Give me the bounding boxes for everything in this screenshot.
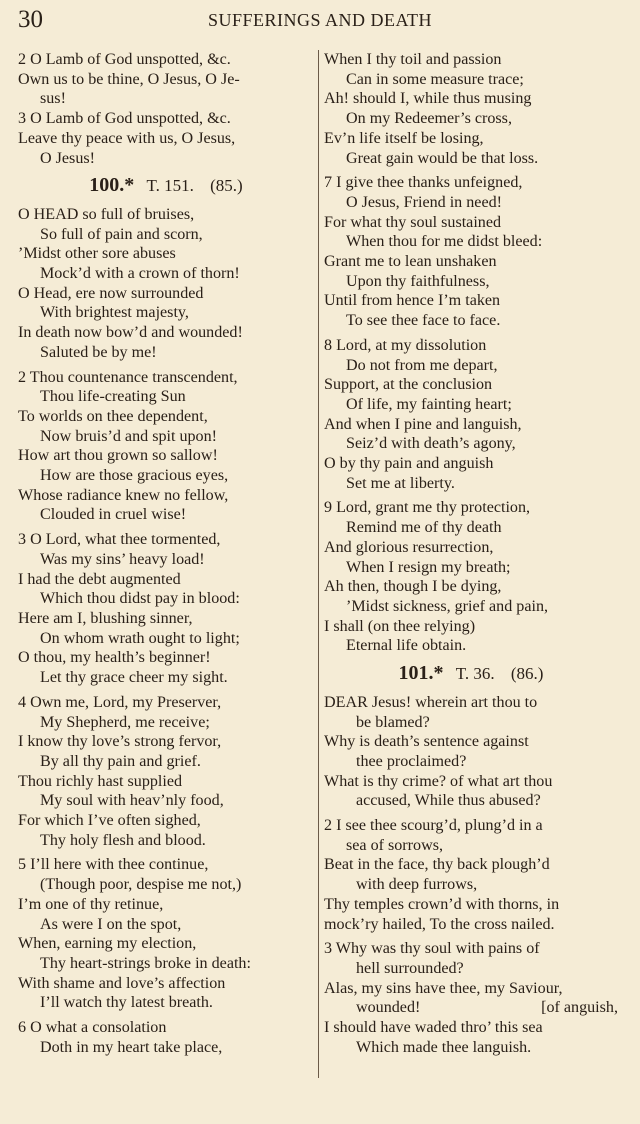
page-number: 30: [18, 6, 43, 33]
verse-line: Thou life-creating Sun: [40, 388, 186, 406]
verse-line-continuation: [of anguish,: [541, 999, 618, 1017]
verse-line: I’ll watch thy latest breath.: [40, 994, 213, 1012]
verse-line: Why is death’s sentence against: [324, 733, 529, 751]
verse-line: 3 O Lamb of God unspotted, &c.: [18, 110, 231, 128]
hymn-100-stanza-3: [18, 530, 314, 688]
verse-line: Ah then, though I be dying,: [324, 578, 502, 596]
verse-line: ’Midst other sore abuses: [18, 245, 176, 263]
column-divider: [318, 50, 319, 1078]
verse-line: And when I pine and languish,: [324, 415, 522, 433]
verse-line: sus!: [40, 90, 66, 108]
verse-line: Thy heart-strings broke in death:: [40, 954, 251, 972]
verse-line: For what thy soul sustained: [324, 213, 502, 231]
verse-line: Which thou didst pay in blood:: [40, 590, 240, 608]
verse-line: Do not from me depart,: [346, 356, 498, 374]
verse-line: 9 Lord, grant me thy protection,: [324, 499, 531, 517]
verse-line: 2 O Lamb of God unspotted, &c.: [18, 51, 231, 68]
verse-line: Eternal life obtain.: [346, 637, 467, 655]
verse-line: Seiz’d with death’s agony,: [346, 435, 516, 453]
verse-line: I should have waded thro’ this sea: [324, 1019, 543, 1037]
verse-line: Own us to be thine, O Jesus, O Je-: [18, 70, 240, 88]
verse-line: With brightest majesty,: [40, 304, 189, 322]
hymn-heading-100: [18, 176, 314, 196]
continuation-stanzas: [18, 50, 314, 168]
verse-line: So full of pain and scorn,: [40, 225, 203, 243]
verse-line: Thy temples crown’d with thorns, in: [324, 895, 560, 913]
verse-line: My Shepherd, me receive;: [40, 713, 210, 731]
verse-line: Thy holy flesh and blood.: [40, 831, 206, 849]
verse-line: As were I on the spot,: [40, 915, 182, 933]
verse-line: with deep furrows,: [356, 876, 478, 894]
tune-reference: T. 36.: [455, 664, 495, 684]
verse-line: Doth in my heart take place,: [40, 1038, 223, 1056]
hymn-101-stanza-2: [324, 816, 618, 934]
hymn-100-stanza-1: [18, 205, 314, 363]
verse-line: 2 I see thee scourg’d, plung’d in a: [324, 817, 543, 835]
verse-line: Set me at liberty.: [346, 474, 455, 492]
hymn-number: 101.*: [398, 662, 444, 685]
verse-line: 7 I give thee thanks unfeigned,: [324, 174, 523, 192]
verse-line: 6 O what a consolation: [18, 1019, 167, 1037]
hymn-100-stanza-4: [18, 693, 314, 851]
verse-line: Ev’n life itself be losing,: [324, 129, 484, 147]
verse-line: Clouded in cruel wise!: [40, 506, 187, 524]
page-header: [14, 6, 626, 36]
verse-line: I’m one of thy retinue,: [18, 895, 164, 913]
hymn-100-stanza-5: [18, 855, 314, 1013]
right-column: [324, 50, 618, 1057]
running-title: SUFFERINGS AND DEATH: [207, 10, 433, 30]
verse-line: For which I’ve often sighed,: [18, 812, 201, 830]
verse-line: Now bruis’d and spit upon!: [40, 427, 218, 445]
verse-line: I had the debt augmented: [18, 570, 181, 588]
verse-line: Which made thee languish.: [356, 1038, 532, 1056]
verse-line: 3 O Lord, what thee tormented,: [18, 531, 221, 549]
verse-line: Beat in the face, thy back plough’d: [324, 856, 550, 874]
hymn-100-stanza-9: [324, 498, 618, 656]
verse-line: O Head, ere now surrounded: [18, 284, 204, 302]
hymn-100-stanza-7: [324, 173, 618, 331]
tune-reference: T. 151.: [146, 176, 194, 196]
verse-line: Remind me of thy death: [346, 519, 502, 537]
verse-line: Saluted be by me!: [40, 343, 157, 361]
verse-line: thee proclaimed?: [356, 752, 467, 770]
hymn-number: 100.*: [89, 174, 135, 197]
verse-line: Thou richly hast supplied: [18, 772, 183, 790]
verse-line: Upon thy faithfulness,: [346, 272, 490, 290]
verse-line: 2 Thou countenance transcendent,: [18, 368, 238, 386]
verse-line: When thou for me didst bleed:: [346, 233, 543, 251]
verse-line: 5 I’ll here with thee continue,: [18, 856, 209, 874]
verse-line: Great gain would be that loss.: [346, 149, 539, 167]
verse-line: hell surrounded?: [356, 959, 464, 977]
verse-line-split: [324, 998, 618, 1018]
verse-line: Until from hence I’m taken: [324, 292, 501, 310]
verse-line: In death now bow’d and wounded!: [18, 324, 243, 342]
verse-line: 4 Own me, Lord, my Preserver,: [18, 693, 222, 711]
verse-line: sea of sorrows,: [346, 836, 443, 854]
verse-line: What is thy crime? of what art thou: [324, 772, 553, 790]
verse-line: On whom wrath ought to light;: [40, 629, 240, 647]
verse-line: When I resign my breath;: [346, 558, 511, 576]
hymn-101-stanza-3: [324, 939, 618, 1057]
verse-line: Whose radiance knew no fellow,: [18, 486, 229, 504]
verse-line: Leave thy peace with us, O Jesus,: [18, 129, 236, 147]
hymn-heading-101: [324, 664, 618, 684]
verse-line: To worlds on thee dependent,: [18, 407, 208, 425]
hymn-100-stanza-6-cont: [324, 50, 618, 168]
verse-line: Can in some measure trace;: [346, 70, 524, 88]
verse-line: Alas, my sins have thee, my Saviour,: [324, 979, 563, 997]
verse-line: 3 Why was thy soul with pains of: [324, 940, 540, 958]
verse-line: Support, at the conclusion: [324, 376, 493, 394]
verse-line: O Jesus, Friend in need!: [346, 193, 502, 211]
verse-line: When, earning my election,: [18, 935, 197, 953]
hymn-100-stanza-6: [18, 1018, 314, 1057]
hymn-100-stanza-8: [324, 336, 618, 494]
alt-reference: (86.): [510, 664, 544, 684]
verse-line: (Though poor, despise me not,): [40, 876, 242, 894]
hymn-101-stanza-1: [324, 693, 618, 811]
verse-line: mock’ry hailed, To the cross nailed.: [324, 915, 555, 933]
verse-line: Grant me to lean unshaken: [324, 253, 497, 271]
verse-line: DEAR Jesus! wherein art thou to: [324, 693, 538, 711]
verse-line: Was my sins’ heavy load!: [40, 550, 205, 568]
hymn-100-stanza-2: [18, 368, 314, 526]
verse-line: O HEAD so full of bruises,: [18, 205, 195, 223]
verse-line: When I thy toil and passion: [324, 51, 502, 68]
verse-line: O thou, my health’s beginner!: [18, 649, 211, 667]
verse-line: Mock’d with a crown of thorn!: [40, 265, 240, 283]
verse-line: I shall (on thee relying): [324, 617, 476, 635]
verse-line: To see thee face to face.: [346, 312, 501, 330]
verse-line: On my Redeemer’s cross,: [346, 110, 512, 128]
verse-line: O Jesus!: [40, 149, 95, 167]
verse-line: accused, While thus abused?: [356, 792, 541, 810]
verse-line: How art thou grown so sallow!: [18, 447, 218, 465]
verse-line: I know thy love’s strong fervor,: [18, 733, 222, 751]
verse-line: Here am I, blushing sinner,: [18, 609, 193, 627]
verse-line: wounded!: [356, 999, 421, 1017]
verse-line: How are those gracious eyes,: [40, 467, 229, 485]
verse-line: And glorious resurrection,: [324, 538, 494, 556]
verse-line: Let thy grace cheer my sight.: [40, 669, 228, 687]
verse-line: ’Midst sickness, grief and pain,: [346, 597, 549, 615]
verse-line: My soul with heav’nly food,: [40, 792, 224, 810]
alt-reference: (85.): [210, 176, 243, 196]
verse-line: Of life, my fainting heart;: [346, 395, 512, 413]
verse-line: By all thy pain and grief.: [40, 752, 201, 770]
verse-line: O by thy pain and anguish: [324, 455, 494, 473]
verse-line: Ah! should I, while thus musing: [324, 90, 532, 108]
verse-line: be blamed?: [356, 713, 430, 731]
verse-line: With shame and love’s affection: [18, 974, 226, 992]
left-column: [18, 50, 314, 1057]
verse-line: 8 Lord, at my dissolution: [324, 336, 487, 354]
